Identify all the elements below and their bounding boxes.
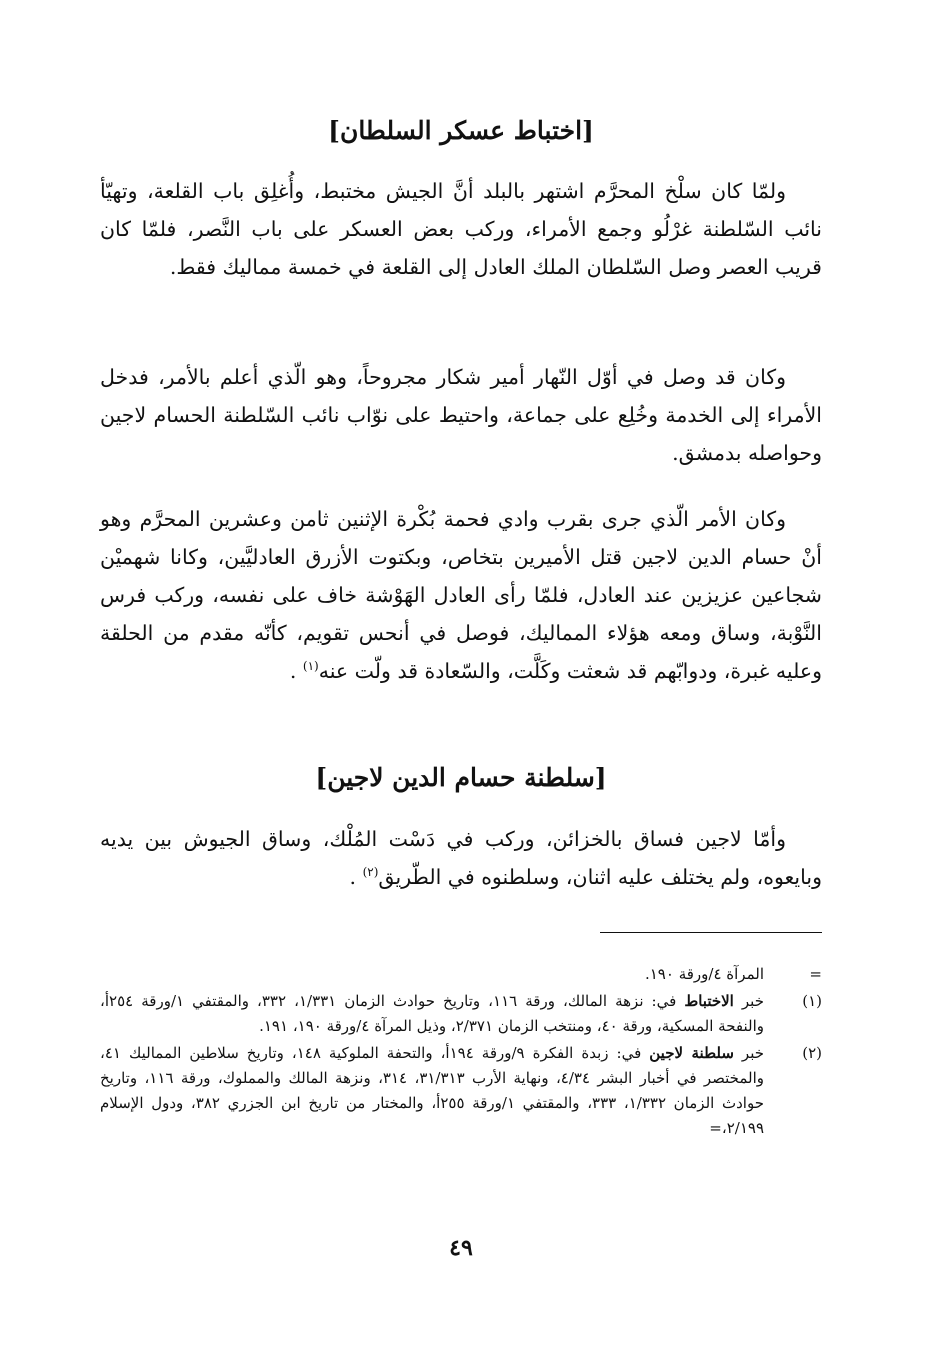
- paragraph-wadi-fahma: [100, 500, 822, 690]
- footnotes-section: [100, 962, 822, 1143]
- book-page: [100, 0, 822, 1367]
- footnote-text: [100, 1041, 764, 1141]
- paragraph-lajin-sultanate: [100, 820, 822, 896]
- paragraph-lajin-sultanate-text: وأمّا لاجين فساق بالخزائن، وركب في دَسْت المُلْك، وساق الجيوش بين يديه وبايعوه، ولم يختلف عليه اثنان، وسلطنوه في الطّريق: [100, 827, 822, 889]
- section-heading-lajin-sultanate: [سلطنة حسام الدين لاجين]: [315, 763, 607, 792]
- footnote-continuation: [100, 962, 822, 987]
- footnote-text: المرآة ٤/ورقة ١٩٠.: [644, 965, 764, 983]
- footnote-1: [100, 989, 822, 1039]
- footnote-marker: =: [809, 965, 822, 983]
- footnote-ref-1[interactable]: (١): [302, 659, 319, 674]
- footnote-marker: (٢): [802, 1044, 822, 1062]
- footnote-ref-2[interactable]: (٢): [362, 865, 379, 880]
- footnote-topic: الاختباط: [684, 992, 734, 1010]
- footnote-marker: (١): [802, 992, 822, 1010]
- footnote-sources: في: نزهة المالك، ورقة ١١٦، وتاريخ حوادث الزمان ١/٣٣١، ٣٣٢، والمقتفي ١/ورقة ٢٥٤أ، والنفحة المسكية، ورقة ٤٠، ومنتخب الزمان ٢/٣٧١، وذيل المرآة ٤/ورقة ١٩٠، ١٩١.: [100, 992, 764, 1035]
- footnote-2: [100, 1041, 822, 1141]
- footnote-lead: خبر: [741, 1044, 764, 1062]
- footnote-lead: خبر: [741, 992, 764, 1010]
- page-number: ٤٩: [449, 1235, 473, 1261]
- paragraph-end-mark: .: [349, 865, 357, 889]
- footnote-topic: سلطنة لاجين: [649, 1044, 734, 1062]
- paragraph-amir-shikar: وكان قد وصل في أوّل النّهار أمير شكار مجروحاً، وهو الّذي أعلم بالأمر، فدخل الأمراء إلى الخدمة وخُلِع على جماعة، واحتيط على نوّاب نائب السّلطنة الحسام لاجين وحواصله بدمشق.: [100, 365, 822, 465]
- footnote-separator: [600, 932, 822, 933]
- paragraph-end-mark: .: [289, 659, 297, 683]
- section-heading-army-turmoil: [اختباط عسكر السلطان]: [328, 116, 594, 145]
- footnote-text: [100, 989, 764, 1039]
- paragraph-wadi-fahma-text: وكان الأمر الّذي جرى بقرب وادي فحمة بُكْرة الإثنين ثامن وعشرين المحرَّم وهو أنْ حسام الدين لاجين قتل الأميرين بتخاص، وبكتوت الأزرق العادليَّين، وكانا شهميْن شجاعين عزيزين عند العادل، فلمّا رأى العادل الهَوْشة خاف على نفسه، وركب فرس النَّوْبة، وساق ومعه هؤلاء المماليك، فوصل في أنحس تقويم، كأنّه مقدم من الحلقة وعليه غبرة، ودوابّهم قد شعثت وكَلَّت، والسّعادة قد ولّت عنه: [100, 507, 822, 683]
- footnote-sources: في: زبدة الفكرة ٩/ورقة ١٩٤أ، والتحفة الملوكية ١٤٨، وتاريخ سلاطين المماليك ٤١، والمختصر في أخبار البشر ٤/٣٤، ونهاية الأرب ٣١/٣١٣، ٣١٤، ونزهة المالك والمملوك، ورقة ١١٦، وتاريخ حوادث الزمان ١/٣٣٢، ٣٣٣، والمقتفي ١/ورقة ٢٥٥أ، والمختار من تاريخ ابن الجزري ٣٨٢، ودول الإسلام ٢/١٩٩،=: [100, 1044, 765, 1137]
- paragraph-army-turmoil: ولمّا كان سلْخ المحرَّم اشتهر بالبلد أنَّ الجيش مختبط، وأُغلِق باب القلعة، وتهيّأ نائب السّلطنة غرْلُو وجمع الأمراء، وركب بعض العسكر على باب النَّصر، فلمّا كان قريب العصر وصل السّلطان الملك العادل إلى القلعة في خمسة مماليك فقط.: [100, 179, 822, 279]
